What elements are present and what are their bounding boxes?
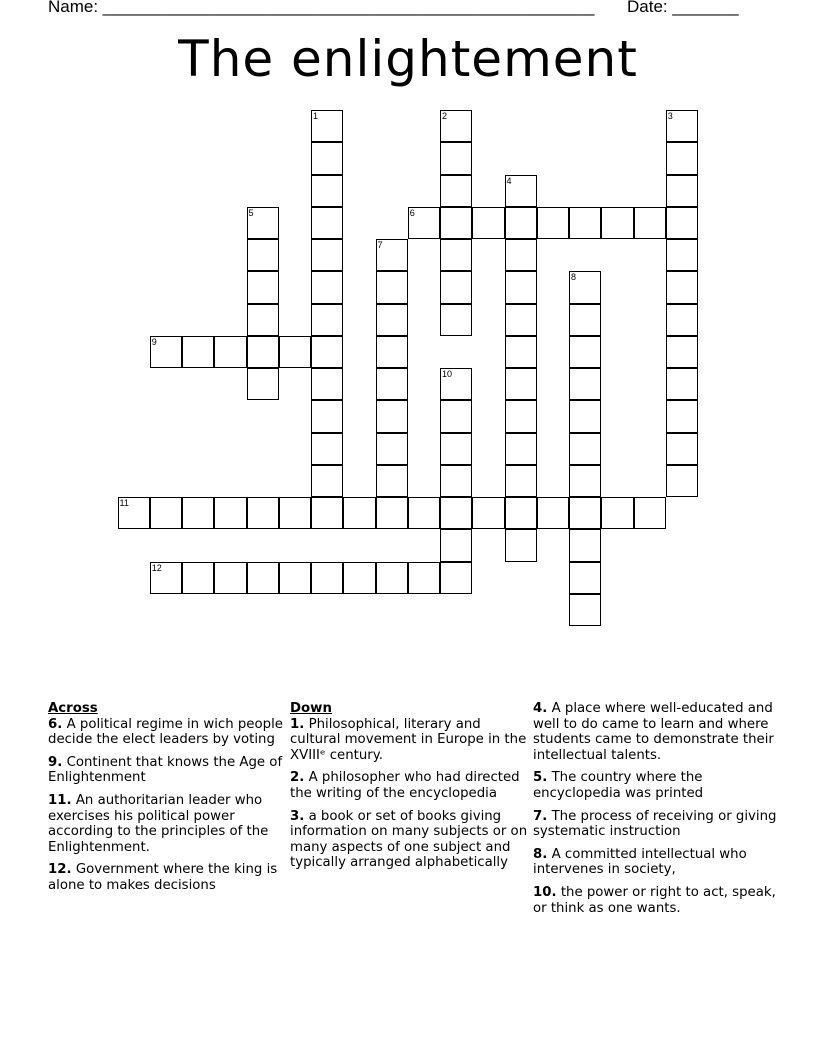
grid-cell[interactable] (279, 497, 311, 529)
grid-cell[interactable] (505, 400, 537, 432)
cell-number: 3 (667, 111, 673, 121)
grid-cell[interactable] (376, 368, 408, 400)
cell-number: 8 (571, 272, 577, 283)
grid-cell[interactable] (343, 497, 375, 529)
clue-down-3 (290, 809, 530, 871)
grid-cell[interactable] (505, 304, 537, 336)
clue-dot: . (299, 770, 305, 786)
grid-cell[interactable] (569, 594, 601, 626)
grid-cell[interactable] (666, 271, 698, 303)
grid-cell[interactable] (440, 368, 472, 400)
cell-number: 5 (248, 207, 254, 218)
cell-number: 4 (506, 175, 512, 186)
cell-number: 6 (409, 207, 415, 218)
grid-cell[interactable] (247, 368, 279, 400)
grid-cell[interactable] (118, 497, 150, 529)
grid-cell[interactable] (440, 529, 472, 561)
clue-number: 1 (290, 716, 300, 732)
clue-number: 12 (48, 862, 67, 878)
grid-cell[interactable] (311, 142, 343, 174)
grid-cell[interactable] (569, 336, 601, 368)
grid-cell[interactable] (440, 465, 472, 497)
grid-cell[interactable] (505, 207, 537, 239)
grid-cell[interactable] (440, 239, 472, 271)
grid-cell[interactable] (505, 336, 537, 368)
grid-cell[interactable] (666, 336, 698, 368)
cell-number: 10 (442, 369, 453, 379)
clue-text: The process of receiving or giving systematic instruction (533, 808, 777, 840)
clue-text: A philosopher who had directed the writing of the encyclopedia (290, 770, 520, 801)
grid-cell[interactable] (343, 562, 375, 594)
clue-dot: . (542, 808, 548, 824)
clue-text: A place where well-educated and well to do came to learn and where students came to demonstrate their intellectual talents. (533, 701, 774, 763)
cell-number: 7 (377, 240, 383, 250)
clue-dot: . (551, 884, 557, 900)
grid-cell[interactable] (376, 271, 408, 303)
clue-text: Government where the king is alone to makes decisions (48, 862, 278, 893)
grid-cell[interactable] (505, 271, 537, 303)
clue-number: 11 (48, 792, 67, 808)
grid-cell[interactable] (569, 368, 601, 400)
clue-down-5 (533, 770, 793, 801)
grid-cell[interactable] (311, 207, 343, 239)
grid-cell[interactable] (440, 433, 472, 465)
clue-number: 6 (48, 716, 58, 732)
clue-text: Continent that knows the Age of Enlightenment (48, 754, 283, 786)
grid-cell[interactable] (376, 336, 408, 368)
grid-cell[interactable] (182, 562, 214, 594)
grid-cell[interactable] (569, 465, 601, 497)
grid-cell[interactable] (182, 336, 214, 368)
grid-cell[interactable] (440, 110, 472, 142)
grid-cell[interactable] (440, 207, 472, 239)
grid-cell[interactable] (505, 368, 537, 400)
grid-cell[interactable] (150, 497, 182, 529)
clue-text: A committed intellectual who intervenes in society, (533, 846, 747, 878)
grid-cell[interactable] (440, 562, 472, 594)
grid-cell[interactable] (569, 529, 601, 561)
grid-cell[interactable] (505, 497, 537, 529)
clue-down-10 (533, 885, 793, 916)
grid-cell[interactable] (666, 142, 698, 174)
clue-dot: . (299, 808, 305, 824)
clue-text: The country where the encyclopedia was printed (533, 770, 704, 801)
grid-cell[interactable] (247, 336, 279, 368)
grid-cell[interactable] (247, 239, 279, 271)
grid-cell[interactable] (311, 271, 343, 303)
cell-number: 12 (151, 562, 162, 573)
grid-cell[interactable] (440, 497, 472, 529)
cell-number: 2 (442, 111, 448, 121)
grid-cell[interactable] (440, 175, 472, 207)
clue-text: Philosophical, literary and cultural movement in Europe in the XVIIIᵉ century. (290, 716, 527, 763)
clue-number: 9 (48, 754, 58, 770)
grid-cell[interactable] (569, 562, 601, 594)
clue-dot: . (542, 846, 548, 862)
grid-cell[interactable] (569, 433, 601, 465)
grid-cell[interactable] (150, 562, 182, 594)
grid-cell[interactable] (666, 400, 698, 432)
grid-cell[interactable] (376, 562, 408, 594)
grid-cell[interactable] (505, 465, 537, 497)
grid-cell[interactable] (601, 497, 633, 529)
grid-cell[interactable] (247, 497, 279, 529)
grid-cell[interactable] (408, 497, 440, 529)
clue-number: 2 (290, 770, 300, 786)
grid-cell[interactable] (311, 433, 343, 465)
grid-cell[interactable] (505, 239, 537, 271)
grid-cell[interactable] (376, 433, 408, 465)
grid-cell[interactable] (440, 142, 472, 174)
date-field: Date: _______ (627, 0, 739, 16)
grid-cell[interactable] (666, 433, 698, 465)
grid-cell[interactable] (440, 400, 472, 432)
grid-cell[interactable] (666, 304, 698, 336)
grid-cell[interactable] (472, 497, 504, 529)
grid-cell[interactable] (537, 207, 569, 239)
clue-across-11 (48, 793, 288, 855)
grid-cell[interactable] (569, 497, 601, 529)
grid-cell[interactable] (311, 368, 343, 400)
clue-dot: . (66, 792, 72, 808)
page-title: The enlightement (178, 30, 638, 88)
grid-cell[interactable] (311, 239, 343, 271)
clue-text: the power or right to act, speak, or think as one wants. (533, 884, 776, 916)
grid-cell[interactable] (601, 207, 633, 239)
clue-number: 10 (533, 884, 552, 900)
clue-dot: . (66, 862, 72, 878)
clue-across-6 (48, 717, 288, 748)
grid-cell[interactable] (569, 400, 601, 432)
clue-text: An authoritarian leader who exercises his political power according to the principles of the Enlightenment. (48, 792, 269, 855)
grid-cell[interactable] (666, 368, 698, 400)
grid-cell[interactable] (214, 497, 246, 529)
clue-down-2 (290, 770, 530, 801)
grid-cell[interactable] (408, 562, 440, 594)
grid-cell[interactable] (150, 336, 182, 368)
grid-cell[interactable] (311, 336, 343, 368)
down-heading: Down (290, 701, 332, 716)
clue-number: 7 (533, 808, 543, 824)
clue-number: 3 (290, 808, 300, 824)
clue-dot: . (57, 754, 63, 770)
grid-cell[interactable] (311, 400, 343, 432)
clue-down-4 (533, 701, 793, 763)
clue-text: a book or set of books giving information on many subjects or on many aspects of one subject and typically arranged alphabetically (290, 808, 528, 871)
grid-cell[interactable] (311, 110, 343, 142)
clue-dot: . (542, 701, 548, 716)
grid-cell[interactable] (569, 304, 601, 336)
grid-cell[interactable] (634, 497, 666, 529)
grid-cell[interactable] (440, 271, 472, 303)
grid-cell[interactable] (376, 465, 408, 497)
grid-cell[interactable] (666, 239, 698, 271)
grid-cell[interactable] (311, 465, 343, 497)
grid-cell[interactable] (376, 400, 408, 432)
grid-cell[interactable] (666, 465, 698, 497)
clues-column-down (290, 701, 530, 878)
clue-number: 8 (533, 846, 543, 862)
clue-dot: . (542, 770, 548, 786)
clue-down-8 (533, 847, 793, 878)
grid-cell[interactable] (440, 304, 472, 336)
grid-cell[interactable] (247, 207, 279, 239)
grid-cell[interactable] (311, 497, 343, 529)
grid-cell[interactable] (666, 175, 698, 207)
grid-cell[interactable] (505, 529, 537, 561)
grid-cell[interactable] (569, 271, 601, 303)
name-field: Name: ____________________________________________________ (48, 0, 595, 16)
grid-cell[interactable] (247, 271, 279, 303)
clue-number: 5 (533, 770, 543, 786)
cell-number: 9 (151, 336, 157, 347)
clue-dot: . (57, 716, 63, 732)
clue-down-1 (290, 717, 530, 764)
grid-cell[interactable] (214, 336, 246, 368)
grid-cell[interactable] (666, 110, 698, 142)
grid-cell[interactable] (376, 304, 408, 336)
cell-number: 1 (313, 111, 319, 121)
grid-cell[interactable] (472, 207, 504, 239)
clues-column-down-continued (533, 701, 793, 923)
grid-cell[interactable] (408, 207, 440, 239)
grid-cell[interactable] (311, 562, 343, 594)
grid-cell[interactable] (279, 336, 311, 368)
clue-number: 4 (533, 701, 543, 716)
grid-cell[interactable] (247, 562, 279, 594)
grid-cell[interactable] (569, 207, 601, 239)
grid-cell[interactable] (182, 497, 214, 529)
clue-text: A political regime in wich people decide the elect leaders by voting (48, 716, 283, 748)
grid-cell[interactable] (634, 207, 666, 239)
clue-down-7 (533, 809, 793, 840)
grid-cell[interactable] (666, 207, 698, 239)
grid-cell[interactable] (311, 304, 343, 336)
grid-cell[interactable] (376, 497, 408, 529)
grid-cell[interactable] (376, 239, 408, 271)
clues-column-across (48, 701, 288, 901)
across-heading: Across (48, 701, 98, 716)
grid-cell[interactable] (279, 562, 311, 594)
grid-cell[interactable] (311, 175, 343, 207)
cell-number: 11 (119, 498, 129, 508)
clue-across-12 (48, 862, 288, 893)
grid-cell[interactable] (505, 175, 537, 207)
grid-cell[interactable] (247, 304, 279, 336)
grid-cell[interactable] (505, 433, 537, 465)
grid-cell[interactable] (214, 562, 246, 594)
clue-dot: . (299, 716, 305, 732)
grid-cell[interactable] (537, 497, 569, 529)
clue-across-9 (48, 755, 288, 786)
